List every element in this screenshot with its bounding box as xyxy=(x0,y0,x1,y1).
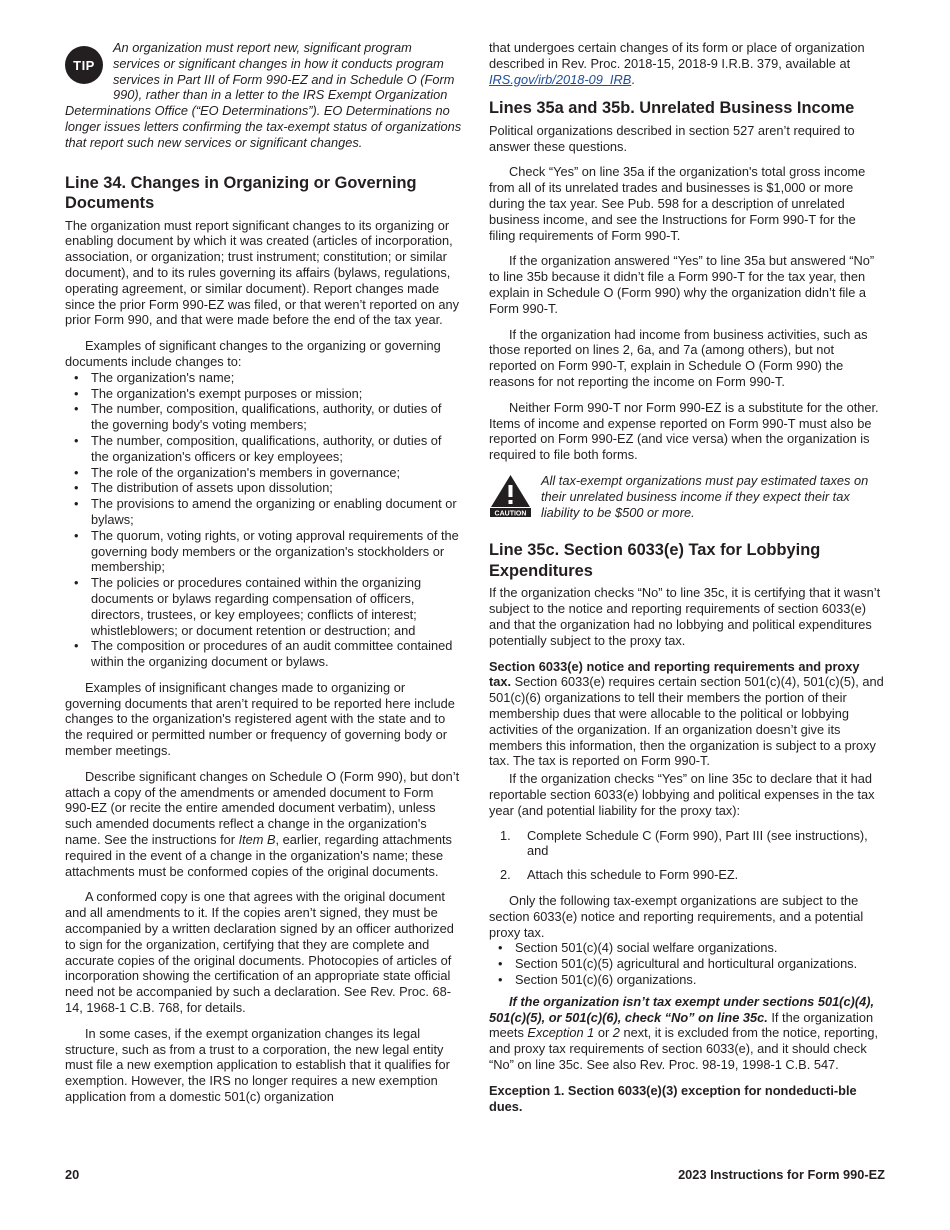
list-item: • Section 501(c)(6) organizations. xyxy=(498,971,697,987)
line34-heading: Line 34. Changes in Organizing or Governing Documents xyxy=(65,173,417,213)
line35ab-paragraph: Neither Form 990-T nor Form 990-EZ is a substitute for the other. Items of income and expense reported on Form 990-T must also be reported on Form 990-EZ (and vice versa) when the organization is required to file both forms. xyxy=(489,399,879,463)
numbered-list xyxy=(489,828,885,883)
irs-irb-link[interactable]: IRS.gov/irb/2018-09_IRB xyxy=(489,71,632,87)
organizations-list xyxy=(489,940,885,987)
line34-paragraph: Examples of insignificant changes made to organizing or governing documents that aren’t required to be reported here include changes to the organization's registered agent with the state and to the required or permitted number or frequency of governing body or member meetings. xyxy=(65,679,455,759)
tip-icon: TIP xyxy=(65,46,103,84)
list-item: • The organization's name; xyxy=(74,369,235,385)
list-item: • The composition or procedures of an audit committee contained within the organizing document or bylaws. xyxy=(74,638,453,670)
line35ab-paragraph: If the organization answered “Yes” to line 35a but answered “No” to line 35b because it didn’t file a Form 990-T for the tax year, then explain in Schedule O (Form 990) why the organization didn’t file a Form 990-T. xyxy=(489,253,875,316)
line35c-paragraph: Section 6033(e) notice and reporting requirements and proxy tax. Section 6033(e) requires certain section 501(c)(4), 501(c)(5), and 501(c)(6) organizations to tell their members the portion of their membership dues that were allocable to the political or lobbying activities of the organization. If an organization doesn’t give its members this information, then the organization is subject to a proxy tax. The tax is reported on Form 990-T. xyxy=(489,658,884,769)
line34-paragraph: Examples of significant changes to the organizing or governing documents include changes to: xyxy=(65,338,441,369)
page-number: 20 xyxy=(65,1167,80,1182)
line35ab-heading: Lines 35a and 35b. Unrelated Business Income xyxy=(489,99,855,118)
tip-text: An organization must report new, significant program services or significant changes in how it conducts program services in Part III of Form 990-EZ and in Schedule O (Form 990), rather than in a letter to the IRS Exempt Organization Determinations Office (“EO Determinations”). EO Determinations no longer issues letters confirming the tax-exempt status of organizations that report such new services or significant changes. xyxy=(65,40,462,150)
line34-paragraph: A conformed copy is one that agrees with the original document and all amendments to it. If the copies aren’t signed, they must be accompanied by a written declaration signed by an officer authorized to sign for the organization, certifying that they are complete and accurate copies of the original documents. Photocopies of articles of incorporation showing the certification of an appropriate state official need not be accompanied by such a declaration. See Rev. Proc. 68-14, 1968-1 C.B. 768, for details. xyxy=(65,889,454,1016)
left-column xyxy=(65,40,462,1105)
line35c-heading: Line 35c. Section 6033(e) Tax for Lobbying Expenditures xyxy=(489,541,821,580)
line35c-paragraph: If the organization checks “No” to line 35c, it is certifying that it wasn’t subject to the notice and reporting requirements of section 6033(e) and that the organization had no lobbying and political expenditures potentially subject to the proxy tax. xyxy=(489,585,881,648)
list-item: • The distribution of assets upon dissolution; xyxy=(74,480,333,496)
list-item: • The number, composition, qualifications, authority, or duties of the governing body's voting members; xyxy=(74,401,442,433)
svg-text:CAUTION: CAUTION xyxy=(494,510,527,518)
list-item: • The number, composition, qualifications, authority, or duties of the organization's officers or key employees; xyxy=(74,432,442,464)
exception1-heading: Exception 1. Section 6033(e)(3) exception for nondeducti-ble dues. xyxy=(489,1082,857,1114)
line35ab-paragraph: Political organizations described in section 527 aren’t required to answer these questions. xyxy=(489,122,855,154)
list-item: • The role of the organization's members in governance; xyxy=(74,464,401,480)
list-item: • The organization's exempt purposes or mission; xyxy=(74,385,363,401)
list-item: • Section 501(c)(4) social welfare organizations. xyxy=(498,940,778,956)
line35c-paragraph: Only the following tax-exempt organizations are subject to the section 6033(e) notice and reporting requirements, and a potential proxy tax. xyxy=(489,892,864,940)
line35ab-paragraph: Check “Yes” on line 35a if the organization's total gross income from all of its unrelated trades and businesses is $1,000 or more during the tax year. See Pub. 598 for a description of unrelated business income, and see the Instructions for Form 990-T for the filing requirements of Form 990-T. xyxy=(489,164,866,243)
list-item: • The policies or procedures contained within the organizing documents or bylaws regarding compensation of officers, directors, trustees, or key employees; conflicts of interest; whistleblowers; or document retention or destruction; and xyxy=(74,575,422,638)
line35c-paragraph: If the organization isn’t tax exempt under sections 501(c)(4), 501(c)(5), or 501(c)(6), check “No” on line 35c. If the organization meets Exception 1 or 2 next, it is excluded from the notice, reporting, and proxy tax requirements of section 6033(e), and it should check “No” on line 35c. See also Rev. Proc. 98-19, 1998-1 C.B. 547. xyxy=(489,993,879,1072)
caution-text: All tax-exempt organizations must pay estimated taxes on their unrelated business income if they expect their tax liability to be $500 or more. xyxy=(541,473,869,520)
list-item: 1. Complete Schedule C (Form 990), Part III (see instructions), and xyxy=(500,827,868,859)
line35ab-paragraph: If the organization had income from business activities, such as those reported on lines 2, 6a, and 7a (among others), but not reported on Form 990-T, explain in Schedule O (Form 990) the reasons for not reporting the income on Form 990-T. xyxy=(489,326,868,390)
significant-changes-list xyxy=(65,370,462,670)
tip-box xyxy=(65,40,462,151)
line35c-paragraph: If the organization checks “Yes” on line 35c to declare that it had reportable section 6033(e) lobbying and political expenses in the tax year (and potential liability for the proxy tax): xyxy=(489,771,875,818)
continued-paragraph: that undergoes certain changes of its form or place of organization described in Rev. Proc. 2018-15, 2018-9 I.R.B. 379, available at IRS.gov/irb/2018-09_IRB. xyxy=(489,40,865,87)
caution-box xyxy=(489,473,885,520)
line34-paragraph: The organization must report significant changes to its organizing or enabling document by which it was created (articles of incorporation, association, or organization; trust instrument; constitution; or similar document), and to its rules governing its affairs (bylaws, regulations, operating agreement, or similar document). Report changes made since the prior Form 990-EZ was filed, or that weren’t reported on any prior Form 990, and that were made before the end of the tax year. xyxy=(65,217,460,328)
right-column xyxy=(489,40,885,1114)
list-item: • Section 501(c)(5) agricultural and horticultural organizations. xyxy=(498,956,858,972)
footer-title: 2023 Instructions for Form 990-EZ xyxy=(678,1167,885,1182)
list-item: 2. Attach this schedule to Form 990-EZ. xyxy=(500,867,739,883)
caution-icon xyxy=(489,473,532,517)
line34-paragraph: Describe significant changes on Schedule O (Form 990), but don’t attach a copy of the amendments or amended document to Form 990-EZ (or recite the entire amended document verbatim), unless such amended documents reflect a change in the organization's name. See the instructions for Item B, earlier, regarding attachments required in the event of a change in the organization's name; these attachments must be conformed copies of the original documents. xyxy=(65,768,460,879)
list-item: • The quorum, voting rights, or voting approval requirements of the governing body members or the organization's stockholders or membership; xyxy=(74,527,459,575)
line34-paragraph: In some cases, if the exempt organization changes its legal structure, such as from a trust to a corporation, the new legal entity must file a new exemption application to establish that it qualifies for exemption. However, the IRS no longer requires a new exemption application from a domestic 501(c) organization xyxy=(65,1025,450,1105)
list-item: • The provisions to amend the organizing or enabling document or bylaws; xyxy=(74,496,457,527)
